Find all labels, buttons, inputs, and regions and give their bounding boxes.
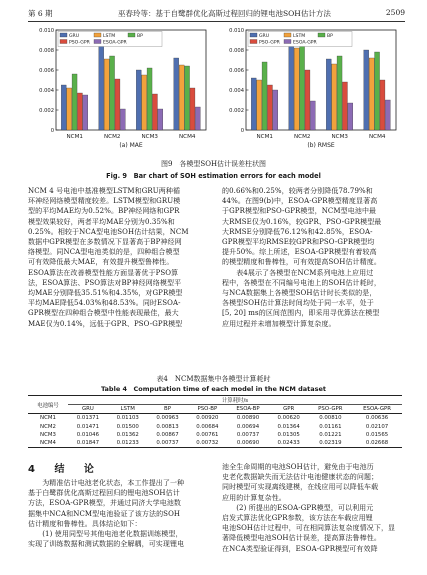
table-row bbox=[28, 431, 402, 439]
legend-label: GRU bbox=[69, 33, 80, 39]
y-tick-label: 0 bbox=[240, 128, 244, 134]
left-text-line: 环神经网络模型精度较差。LSTM模型和GRU模 bbox=[28, 197, 181, 206]
chart-rmse bbox=[222, 24, 402, 154]
chart-mae bbox=[32, 24, 212, 154]
conclusion-right-line: 史老化数据缺失而无法估计电池健康状态的问题； bbox=[222, 473, 379, 482]
bar-esoa-gpr bbox=[385, 100, 390, 130]
legend-swatch bbox=[60, 33, 67, 37]
legend-label: ESOA-GPR bbox=[293, 40, 317, 46]
bar-esoa-gpr bbox=[348, 103, 353, 130]
left-text-line: NCM 4 号电池中基准模型LSTM和GRU两种循 bbox=[28, 187, 181, 195]
table-row-label: NCM4 bbox=[40, 440, 56, 447]
left-text-line: 型的平均MAE均为0.52%。BP神经网络和GPR bbox=[28, 207, 180, 216]
table-cell: 0.01371 bbox=[76, 415, 100, 422]
y-tick-label: 0.008 bbox=[39, 48, 54, 54]
table-cell: 0.00690 bbox=[236, 440, 260, 447]
table-cell: 0.02668 bbox=[365, 440, 389, 447]
y-tick-label: 0 bbox=[50, 128, 54, 134]
table-cell: 0.02319 bbox=[319, 440, 342, 447]
right-text-line: 的模型精度和鲁棒性，可有效提高SOH估计精度。 bbox=[222, 258, 381, 267]
table-cell: 0.00636 bbox=[365, 415, 389, 422]
bar-bp bbox=[337, 56, 342, 130]
bar-pso-gpr bbox=[152, 94, 157, 130]
legend-swatch bbox=[128, 33, 135, 37]
table-cell: 0.01847 bbox=[76, 440, 100, 447]
bar-gru bbox=[364, 50, 369, 130]
legend-swatch bbox=[94, 33, 101, 37]
table-cell: 0.00890 bbox=[236, 415, 260, 422]
table-column-header: ESOA-BP bbox=[236, 406, 260, 413]
bar-gru bbox=[251, 78, 256, 130]
left-text-line: 络模型。同NCA型电池类似的是，四种组合模型 bbox=[28, 248, 180, 257]
figure-caption-cn: 图9 各模型SOH估计误差柱状图 bbox=[160, 160, 267, 168]
right-column-text bbox=[222, 186, 402, 329]
table-cell: 0.00963 bbox=[156, 415, 179, 422]
table-cell: 0.00684 bbox=[196, 423, 219, 430]
table-cell: 0.02433 bbox=[277, 440, 300, 447]
conclusion-left-text bbox=[28, 478, 206, 549]
bar-lstm bbox=[104, 59, 109, 130]
conclusion-left-line: 方法，ESOA-GPR模型，并通过同济大学电池数 bbox=[28, 499, 182, 508]
running-title: 巫春玲等：基于自鹭群优化高斯过程回归的锂电池SOH估计方法 bbox=[118, 9, 331, 18]
bar-gru bbox=[174, 58, 179, 130]
bar-pso-gpr bbox=[115, 79, 120, 130]
conclusion-left-line: 为精准估计电池老化状态，本工作提出了一种 bbox=[28, 479, 185, 487]
legend-swatch bbox=[284, 33, 291, 37]
left-text-line: ESOA算法在改善模型性能方面显著优于PSO算 bbox=[28, 268, 179, 277]
bar-bp bbox=[110, 56, 115, 130]
legend-swatch bbox=[250, 33, 257, 37]
table-caption-en: Table 4 Computation time of each model in the NCM dataset bbox=[100, 385, 327, 393]
y-tick-label: 0.002 bbox=[229, 108, 244, 114]
conclusion-right-line: 在NCA类型验证得到，ESOA-GPR模型可有效降 bbox=[222, 544, 378, 553]
bar-esoa-gpr bbox=[120, 109, 125, 130]
table-cell: 0.01046 bbox=[76, 431, 100, 438]
conclusion-right-line: 电池SOH估计过程中，可在相同算法复杂度情况下，显 bbox=[222, 524, 396, 533]
table-cell: 0.00920 bbox=[196, 415, 219, 422]
y-tick-label: 0.004 bbox=[229, 88, 244, 94]
x-tick-label: NCM3 bbox=[331, 134, 348, 140]
bar-esoa-gpr bbox=[83, 95, 88, 130]
right-text-line: 与NCA数据集上各模型SOH估计时长类似的是， bbox=[222, 289, 377, 298]
legend-swatch bbox=[250, 40, 257, 44]
conclusion-left-line: 据集中NCA和NCM型电池验证了该方法的SOH bbox=[28, 509, 181, 518]
issue-label: 第 6 期 bbox=[28, 9, 53, 18]
header-rule bbox=[28, 21, 405, 22]
y-tick-label: 0.008 bbox=[229, 48, 244, 54]
y-tick-label: 0.006 bbox=[229, 68, 244, 74]
left-text-line: 法，ESOA算法、PSO算法对BP神经网络模型平 bbox=[28, 278, 182, 287]
table-cell: 0.01471 bbox=[76, 423, 100, 430]
bar-gru bbox=[61, 85, 66, 130]
x-tick-label: NCM2 bbox=[104, 134, 121, 140]
legend-swatch bbox=[94, 40, 101, 44]
x-tick-label: NCM4 bbox=[369, 134, 386, 140]
legend-label: LSTM bbox=[293, 33, 306, 39]
left-text-line: 平均MAE降低54.03%和48.53%。同时ESOA- bbox=[28, 299, 181, 308]
left-column-text bbox=[28, 186, 206, 329]
y-tick-label: 0.010 bbox=[39, 28, 54, 34]
table-column-header: GRU bbox=[81, 406, 94, 413]
bar-gru bbox=[136, 70, 141, 130]
conclusion-left-line: 基于白鹭群优化高斯过程回归的锂电池SOH估计 bbox=[28, 489, 180, 498]
table-cell: 0.00867 bbox=[156, 431, 179, 438]
y-tick-label: 0.006 bbox=[39, 68, 54, 74]
table-row-label: NCM1 bbox=[40, 415, 56, 422]
right-text-line: 的0.66%和0.25%，较两者分别降低78.79%和 bbox=[222, 187, 373, 195]
bar-esoa-gpr bbox=[158, 109, 163, 130]
table-cell: 0.00813 bbox=[156, 423, 179, 430]
bar-pso-gpr bbox=[267, 85, 272, 130]
conclusion-right-line: 池全生命周期的电池SOH估计，避免由于电池历 bbox=[222, 463, 374, 471]
table-cell: 0.01161 bbox=[319, 423, 342, 430]
x-tick-label: NCM3 bbox=[141, 134, 158, 140]
y-tick-label: 0.002 bbox=[39, 108, 54, 114]
conclusion-right-line: 应用的计算复杂性。 bbox=[222, 493, 286, 502]
left-text-line: 模型效果较好，两者平均MAE分别为0.35%和 bbox=[28, 217, 175, 226]
bar-bp bbox=[262, 62, 267, 130]
table-cell: 0.00737 bbox=[156, 440, 179, 447]
bar-lstm bbox=[369, 58, 374, 130]
legend-label: ESOA-GPR bbox=[103, 40, 127, 46]
right-text-line: 各模型SOH估计算法时间均处于同一水平，处于 bbox=[222, 299, 374, 308]
y-tick-label: 0.004 bbox=[39, 88, 54, 94]
bar-bp bbox=[72, 74, 77, 130]
right-text-line: 大RMSE分别降低76.12%和42.85%，ESOA- bbox=[222, 227, 373, 236]
bar-bp bbox=[300, 41, 305, 130]
conclusion-right-line: 著降低模型电池SOH估计误差，提高算法鲁棒性。 bbox=[222, 534, 381, 543]
legend-swatch bbox=[60, 40, 67, 44]
bar-lstm bbox=[294, 48, 299, 130]
table-cell: 0.00810 bbox=[319, 415, 342, 422]
sub-caption: (b) RMSE bbox=[307, 142, 335, 149]
bar-lstm bbox=[67, 88, 72, 130]
bar-bp bbox=[147, 68, 152, 130]
bar-lstm bbox=[142, 75, 147, 130]
bar-esoa-gpr bbox=[195, 107, 200, 130]
table-group-header: 计算耗时/s bbox=[68, 396, 402, 405]
left-text-line: 数据中GPR模型在多数情况下显著高于BP神经网 bbox=[28, 238, 182, 247]
legend-label: PSO-GPR bbox=[259, 40, 280, 46]
table-column-header: PSO-GPR bbox=[318, 406, 343, 413]
bar-pso-gpr bbox=[380, 80, 385, 130]
table-row bbox=[28, 414, 402, 423]
left-text-line: 均MAE分别降低35.51%和4.35%，对GPR模型 bbox=[28, 289, 183, 298]
page-number: 2509 bbox=[385, 8, 405, 17]
table-cell: 0.01221 bbox=[319, 431, 342, 438]
left-text-line: 0.25%。相较于NCA型电池SOH估计结果，NCM bbox=[28, 227, 189, 236]
table-cell: 0.01500 bbox=[116, 423, 139, 430]
bar-gru bbox=[289, 32, 294, 130]
x-tick-label: NCM1 bbox=[256, 134, 273, 140]
right-text-line: 大RMSE仅为0.16%，较GPR、PSO-GPR模型最 bbox=[222, 217, 382, 226]
right-text-line: 应用过程并未增加模型计算复杂度。 bbox=[222, 319, 336, 328]
x-tick-label: NCM1 bbox=[66, 134, 83, 140]
bar-bp bbox=[375, 52, 380, 130]
right-text-line: [5, 20] ms的区间范围内，即采用寻优算法在模型 bbox=[222, 309, 380, 318]
conclusion-right-line: 启发式算法优化GPR参数，该方法在车载应用锂 bbox=[222, 514, 373, 523]
left-text-line: 可有效降低最大MAE，有效提升模型鲁棒性。 bbox=[28, 258, 174, 267]
y-tick-label: 0.010 bbox=[229, 28, 244, 34]
table-cell: 0.00620 bbox=[277, 415, 300, 422]
bar-pso-gpr bbox=[77, 93, 82, 130]
bar-lstm bbox=[332, 64, 337, 130]
right-text-line: 表4展示了各模型在NCM系列电池上应用过 bbox=[222, 268, 374, 277]
right-text-line: GPR模型平均RMSE较GPR和PSO-GPR模型均 bbox=[222, 238, 375, 247]
table-row-header: 电池编号 bbox=[28, 396, 68, 414]
table-caption-cn: 表4 NCM数据集中各模型计算耗时 bbox=[156, 375, 271, 383]
left-text-line: MAE仅为0.14%，远低于GPR、PSO-GPR模型 bbox=[28, 319, 183, 328]
legend-swatch bbox=[284, 40, 291, 44]
table-column-header: ESOA-GPR bbox=[363, 406, 391, 413]
table-column-headers bbox=[28, 405, 402, 414]
legend-label: GRU bbox=[259, 33, 270, 39]
table-cell: 0.00761 bbox=[196, 431, 219, 438]
table-row-label: NCM3 bbox=[40, 431, 56, 438]
bar-lstm bbox=[257, 80, 262, 130]
conclusion-right-text bbox=[222, 462, 402, 554]
section-title: 4 结 论 bbox=[28, 464, 102, 475]
conclusion-left-line: 估计精度和鲁棒性。具体结论如下： bbox=[28, 519, 142, 528]
legend-label: BP bbox=[137, 33, 143, 39]
table-cell: 0.01362 bbox=[116, 431, 139, 438]
table-column-header: GPR bbox=[283, 406, 295, 413]
sub-caption: (a) MAE bbox=[119, 142, 143, 149]
table-cell: 0.00732 bbox=[196, 440, 219, 447]
table-cell: 0.01103 bbox=[116, 415, 139, 422]
table-cell: 0.01364 bbox=[277, 423, 300, 430]
legend-label: BP bbox=[327, 33, 333, 39]
left-text-line: GPR模型在四种组合模型中性能表现最佳，最大 bbox=[28, 309, 179, 318]
bar-gru bbox=[326, 59, 331, 130]
bar-pso-gpr bbox=[190, 88, 195, 130]
computation-time-table bbox=[28, 395, 402, 448]
x-tick-label: NCM4 bbox=[179, 134, 196, 140]
right-text-line: 于GPR模型和PSO-GPR模型，NCM型电池中最 bbox=[222, 207, 377, 216]
figure-caption-en: Fig. 9 Bar chart of SOH estimation errors for each model bbox=[106, 172, 321, 180]
conclusion-right-line: 同时模型可实现离线建模，在线应用可以降低车载 bbox=[222, 483, 379, 492]
table-cell: 0.02107 bbox=[365, 423, 389, 430]
table-cell: 0.01565 bbox=[365, 431, 389, 438]
right-text-line: 44%。在图9(b)中，ESOA-GPR模型精度显著高 bbox=[222, 197, 378, 206]
x-tick-label: NCM2 bbox=[294, 134, 311, 140]
right-text-line: 程中，各模型在不同编号电池上的SOH估计耗时， bbox=[222, 278, 381, 287]
table-column-header: BP bbox=[164, 406, 171, 413]
bar-esoa-gpr bbox=[273, 90, 278, 130]
table-row bbox=[28, 423, 402, 431]
legend-label: PSO-GPR bbox=[69, 40, 90, 46]
table-cell: 0.00694 bbox=[236, 423, 260, 430]
table-row bbox=[28, 439, 402, 448]
right-text-line: 提升50%。综上所述，ESOA-GPR模型有着较高 bbox=[222, 248, 377, 257]
table-column-header: LSTM bbox=[120, 406, 135, 413]
bar-gru bbox=[99, 34, 104, 130]
bar-pso-gpr bbox=[305, 70, 310, 130]
legend-label: LSTM bbox=[103, 33, 116, 39]
table-cell: 0.01233 bbox=[116, 440, 139, 447]
conclusion-left-line: 实现了训练数据和测试数据的全解耦，可实现锂电 bbox=[28, 540, 185, 549]
legend-swatch bbox=[318, 33, 325, 37]
bar-pso-gpr bbox=[342, 82, 347, 130]
table-row-label: NCM2 bbox=[40, 423, 56, 430]
bar-lstm bbox=[179, 65, 184, 130]
table-cell: 0.01305 bbox=[277, 431, 300, 438]
chart-mae-svg bbox=[32, 24, 212, 154]
conclusion-left-line: (1) 使用同型号其他电池老化数据训练模型， bbox=[28, 530, 183, 539]
bar-esoa-gpr bbox=[310, 101, 315, 130]
conclusion-right-line: (2) 所提出的ESOA-GPR模型，可以利用元 bbox=[222, 503, 374, 512]
bar-bp bbox=[185, 66, 190, 130]
table-cell: 0.00737 bbox=[236, 431, 260, 438]
chart-rmse-svg bbox=[222, 24, 402, 154]
table-column-header: PSO-BP bbox=[197, 406, 218, 413]
